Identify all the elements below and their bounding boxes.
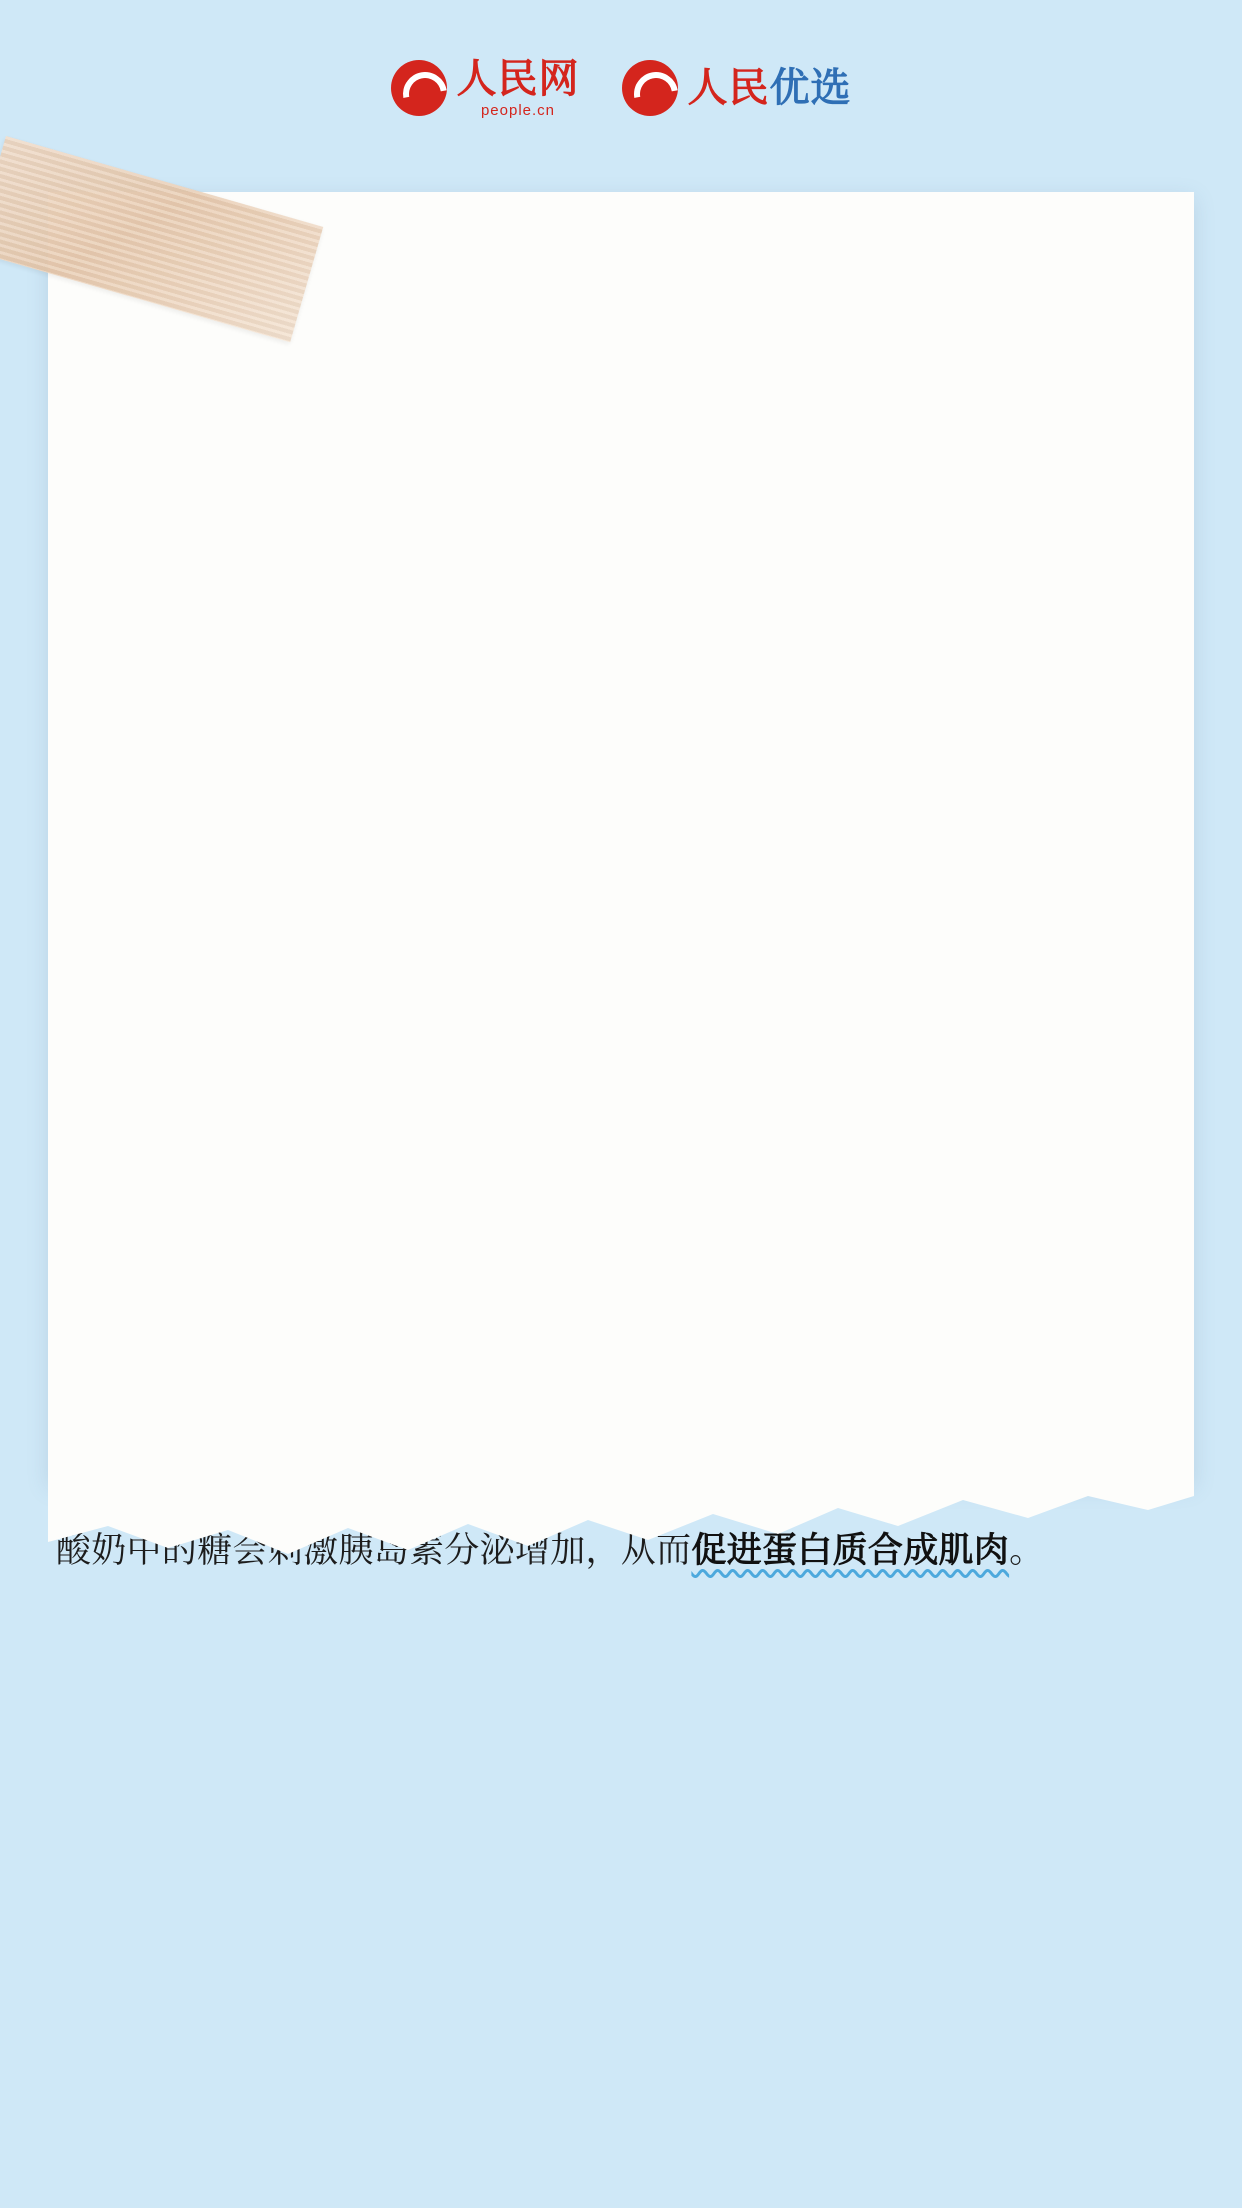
people-youxuan-logo-cn-red: 人民 [687, 65, 770, 111]
people-cn-logo-cn: 人民网 [456, 55, 580, 102]
people-cn-logo [391, 55, 580, 119]
people-youxuan-logo-text [687, 65, 852, 111]
section-body-4-emph: 促进蛋白质合成肌肉 [691, 1530, 1010, 1570]
people-cn-logo-text [456, 55, 580, 119]
people-cn-logo-icon [391, 60, 447, 116]
content-card [48, 192, 1194, 1482]
people-youxuan-logo-cn-blue: 优选 [769, 65, 852, 111]
section-body-4-plain-a: 酸奶中的糖会刺激胰岛素分泌增加，从而 [56, 1530, 692, 1570]
card-torn-edge [48, 1470, 1194, 1590]
header-logo-bar [0, 52, 1242, 124]
people-youxuan-logo-icon [622, 60, 678, 116]
people-youxuan-logo [622, 60, 852, 116]
section-body-4-plain-b: 。 [1009, 1530, 1045, 1570]
background-lower-fill [0, 1588, 1242, 2208]
people-cn-logo-en: people.cn [480, 101, 556, 119]
